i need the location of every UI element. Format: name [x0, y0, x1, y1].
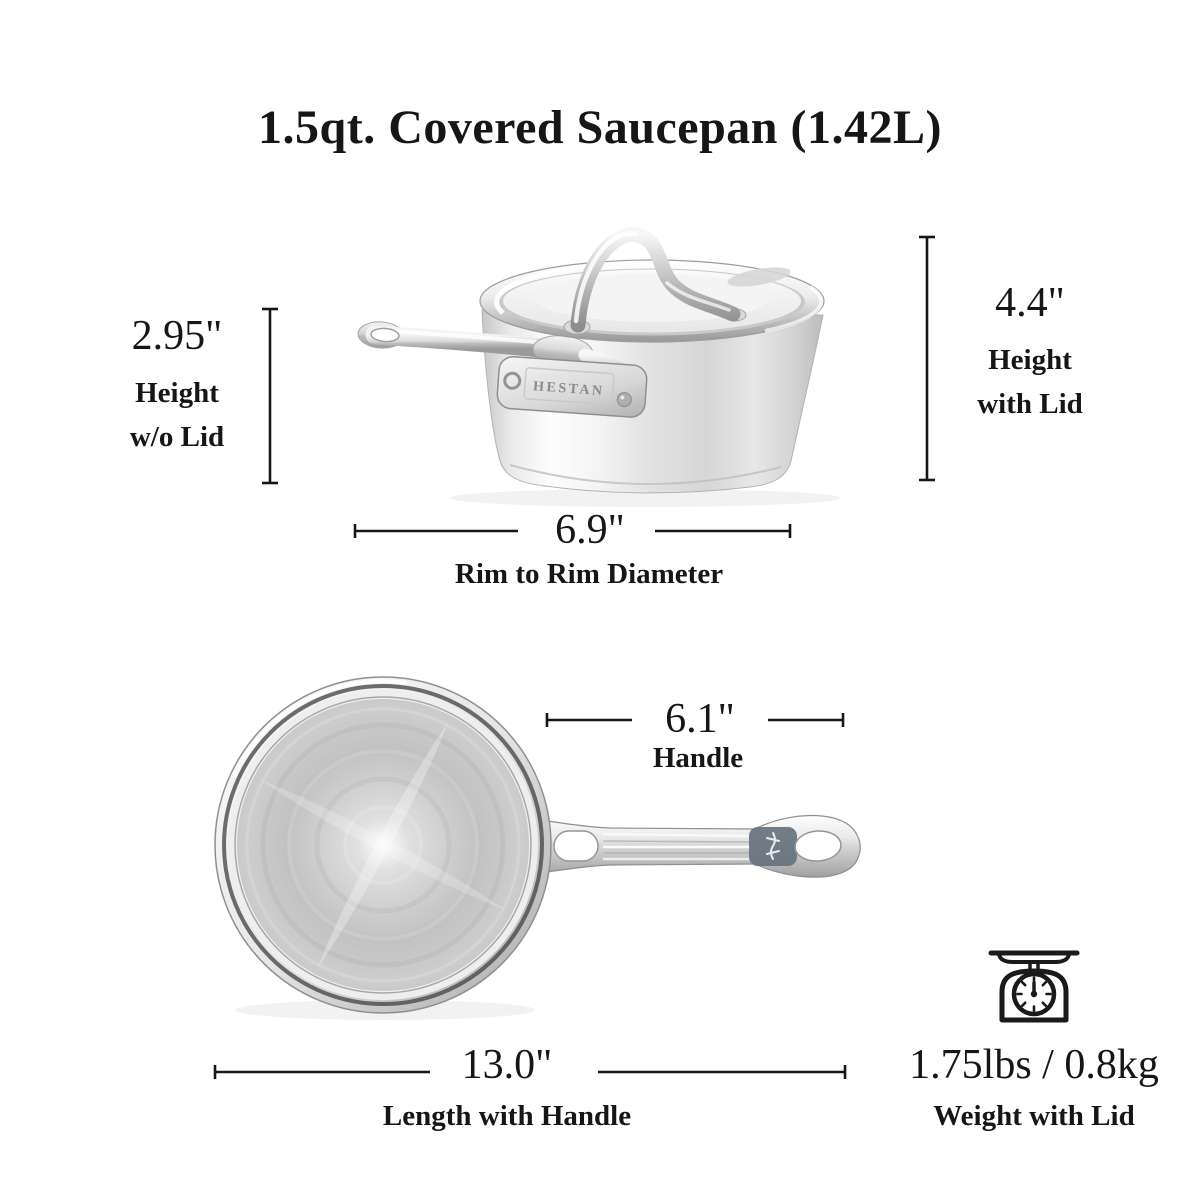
dim-handle-value: [665, 696, 735, 742]
handle-near-hole: [554, 831, 598, 861]
brand-badge-text: HESTAN: [532, 379, 606, 400]
dim-value: 6.9": [555, 507, 625, 553]
dim-label: w/o Lid: [129, 421, 225, 453]
dim-label: Height: [135, 377, 219, 409]
dim-label: Rim to Rim Diameter: [454, 558, 724, 590]
dim-label: Length with Handle: [382, 1100, 632, 1132]
dim-value: 4.4": [995, 280, 1065, 326]
dim-handle-label: [653, 740, 743, 776]
dim-label: Weight with Lid: [933, 1100, 1135, 1132]
dim-value: 13.0": [461, 1042, 553, 1088]
brand-badge: [496, 356, 647, 418]
dim-rim-diameter-value: [555, 507, 625, 553]
saucepan-side-photo: [345, 215, 855, 515]
top-pan: [200, 665, 601, 1035]
dim-total-length-value: [462, 1042, 553, 1088]
saucepan-top-photo: [200, 665, 880, 1035]
dim-weight-label: [933, 1098, 1134, 1134]
dim-weight-value: [909, 1042, 1159, 1088]
dim-height-without-lid: [130, 313, 224, 459]
dim-value: 6.1": [665, 696, 735, 742]
dim-value: 1.75lbs / 0.8kg: [909, 1042, 1159, 1088]
badge-rivet: [617, 392, 632, 407]
top-handle: [547, 815, 860, 877]
product-title: 1.5qt. Covered Saucepan (1.42L): [258, 101, 942, 154]
pan-lid: [480, 260, 824, 342]
kitchen-scale-icon: [986, 946, 1082, 1024]
dim-label: Handle: [652, 742, 744, 774]
dim-label: Height: [988, 344, 1072, 376]
dim-total-length-label: [383, 1098, 631, 1134]
dim-label: with Lid: [977, 388, 1083, 420]
dim-rim-diameter-label: [455, 556, 723, 592]
dim-height-with-lid: [977, 280, 1083, 426]
dim-value: 2.95": [131, 313, 223, 359]
